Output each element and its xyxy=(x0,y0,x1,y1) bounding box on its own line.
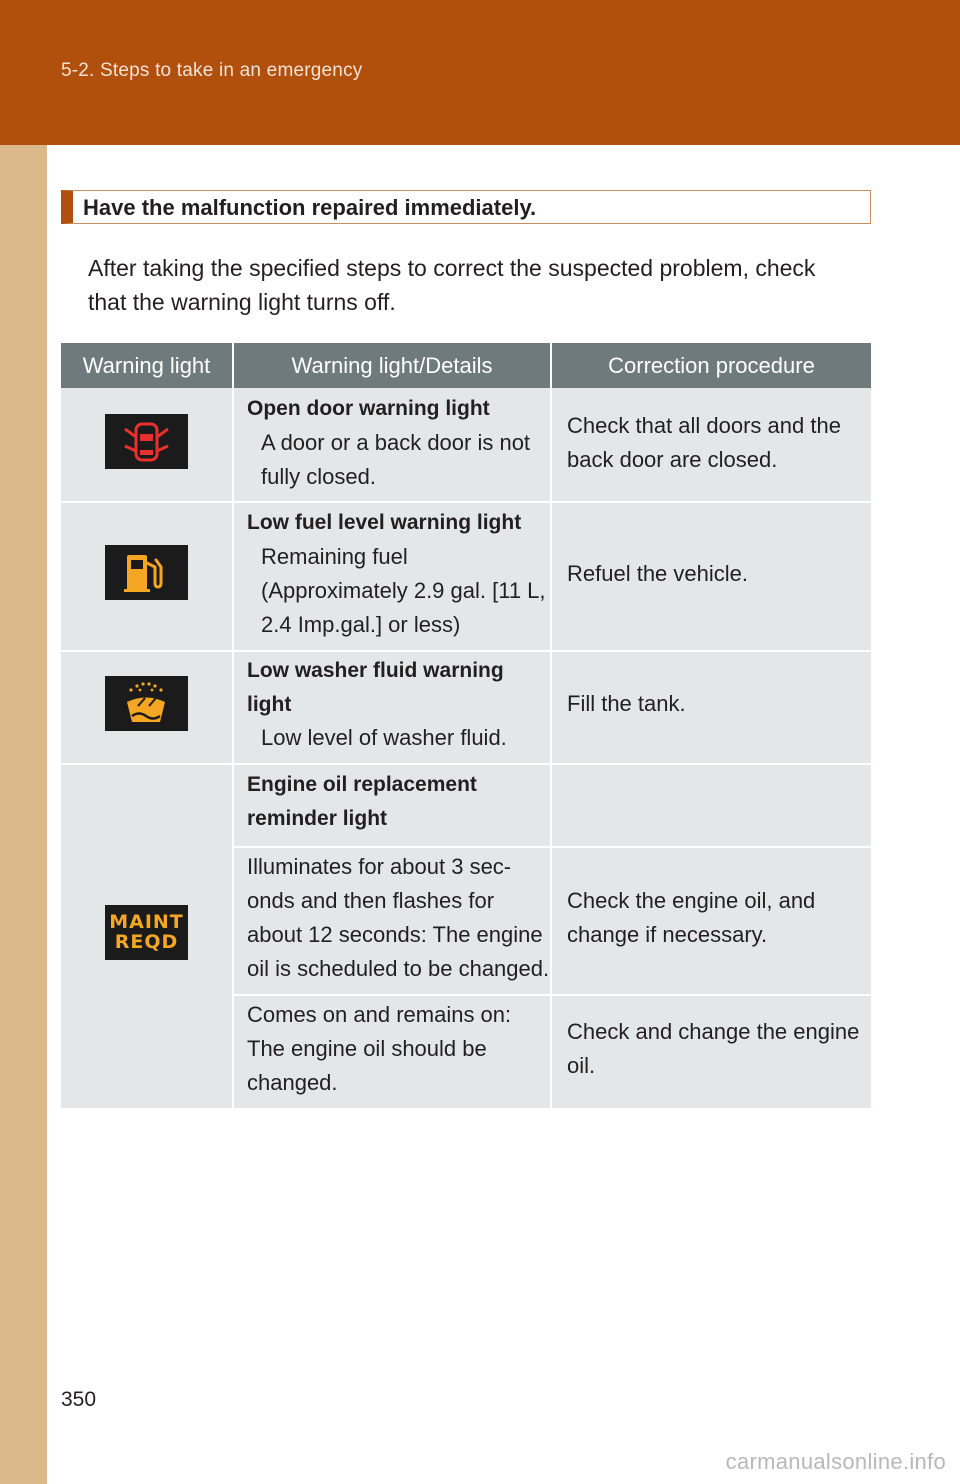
low-washer-fluid-warning-icon xyxy=(105,676,188,731)
row-divider xyxy=(61,650,871,652)
row-correction: Refuel the vehicle. xyxy=(567,561,748,586)
row-correction: Check the engine oil, and change if necessary. xyxy=(567,888,816,947)
intro-line: that the warning light turns off. xyxy=(88,289,396,315)
row-title: Low washer fluid warning light xyxy=(247,659,504,716)
low-fuel-warning-icon xyxy=(105,545,188,600)
row-divider xyxy=(61,501,871,503)
row-divider xyxy=(234,994,871,996)
open-door-warning-icon xyxy=(105,414,188,469)
header-band xyxy=(0,0,960,145)
row-title: Open door warning light xyxy=(247,397,490,420)
intro-line: After taking the specified steps to correct the suspected problem, check xyxy=(88,255,816,281)
watermark: carmanualsonline.info xyxy=(725,1449,946,1474)
row-correction: Check and change the engine oil. xyxy=(567,1019,860,1078)
side-strip xyxy=(0,145,47,1484)
row-correction: Fill the tank. xyxy=(567,691,686,716)
maint-reqd-icon xyxy=(105,905,188,960)
column-header-warning-light: Warning light xyxy=(82,353,211,378)
heading-box xyxy=(61,190,871,224)
row-correction: Check that all doors and the back door are closed. xyxy=(567,413,841,472)
row-details: Low level of washer fluid. xyxy=(261,725,507,750)
reqd-label: REQD xyxy=(114,931,179,953)
row-details: Remaining fuel (Approximately 2.9 gal. [11 L, 2.4 Imp.gal.] or less) xyxy=(261,544,546,637)
intro-paragraph xyxy=(88,251,878,319)
section-label: 5-2. Steps to take in an emergency xyxy=(61,60,363,81)
column-header-correction: Correction procedure xyxy=(608,353,815,378)
maint-label: MAINT xyxy=(109,911,184,933)
page-number: 350 xyxy=(61,1388,97,1411)
row-divider xyxy=(61,763,871,765)
heading-text: Have the malfunction repaired immediately. xyxy=(83,195,537,220)
row-details: A door or a back door is not fully closed. xyxy=(261,430,531,489)
row-details: Comes on and remains on: The engine oil should be changed. xyxy=(247,1002,512,1095)
row-title: Low fuel level warning light xyxy=(247,511,522,534)
column-header-details: Warning light/Details xyxy=(291,353,493,378)
row-details: Illuminates for about 3 sec- onds and then flashes for about 12 seconds: The engine oil is scheduled to be changed. xyxy=(247,854,550,981)
row-title: Engine oil replacement reminder light xyxy=(247,773,477,830)
row-divider xyxy=(234,846,871,848)
warning-light-table xyxy=(61,343,871,1108)
table-header xyxy=(61,343,871,388)
